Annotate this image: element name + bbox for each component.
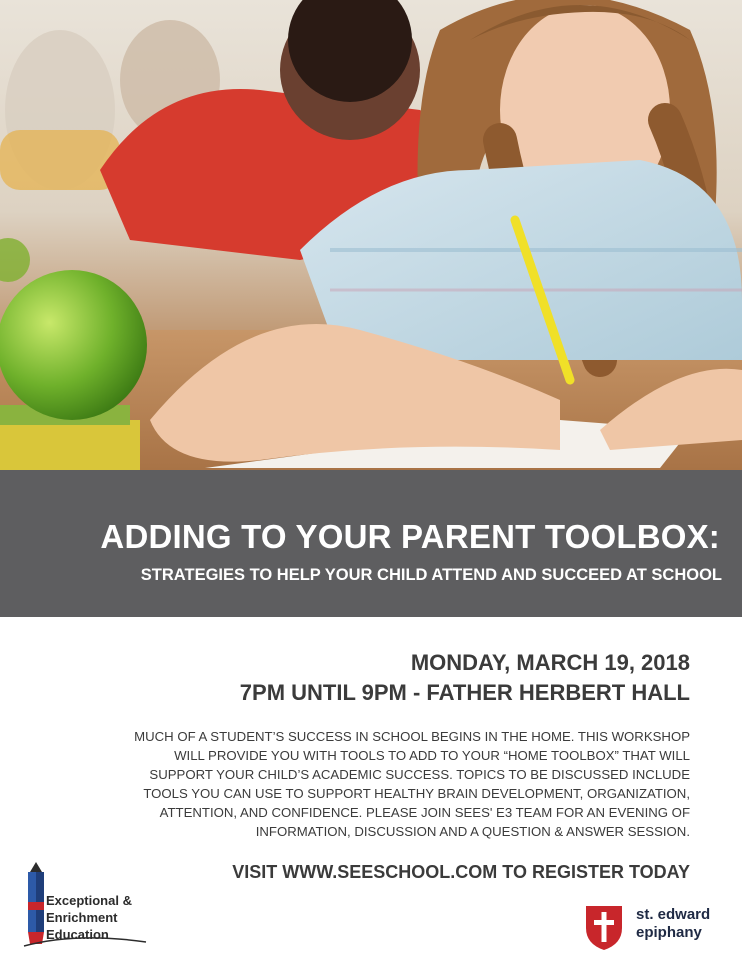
event-subtitle: STRATEGIES TO HELP YOUR CHILD ATTEND AND SUCCEED AT SCHOOL — [140, 566, 722, 584]
title-banner — [0, 470, 742, 617]
description-line: SUPPORT YOUR CHILD’S ACADEMIC SUCCESS. TOPICS TO BE DISCUSSED INCLUDE — [149, 767, 690, 782]
parish-logo-line: st. edward — [636, 906, 711, 923]
hero-photo — [0, 0, 742, 470]
parish-logo-text — [636, 906, 710, 942]
description-line: ATTENTION, AND CONFIDENCE. PLEASE JOIN SEES' E3 TEAM FOR AN EVENING OF — [159, 805, 690, 820]
description-line: INFORMATION, DISCUSSION AND A QUESTION & ANSWER SESSION. — [255, 824, 690, 839]
e3-logo-text — [46, 892, 132, 943]
event-time-location: 7PM UNTIL 9PM - FATHER HERBERT HALL — [239, 680, 690, 705]
e3-logo-line: Enrichment — [46, 910, 118, 925]
description-line: TOOLS YOU CAN USE TO SUPPORT HEALTHY BRAIN DEVELOPMENT, ORGANIZATION, — [143, 786, 690, 801]
e3-logo-line: Education — [46, 927, 109, 942]
description-line: WILL PROVIDE YOU WITH TOOLS TO ADD TO YOUR “HOME TOOLBOX” THAT WILL — [174, 748, 690, 763]
parish-logo-line: epiphany — [636, 924, 702, 941]
event-description — [40, 727, 690, 841]
registration-cta: VISIT WWW.SEESCHOOL.COM TO REGISTER TODAY — [232, 862, 690, 882]
classroom-photo-illustration — [0, 0, 742, 470]
description-line: MUCH OF A STUDENT’S SUCCESS IN SCHOOL BEGINS IN THE HOME. THIS WORKSHOP — [134, 729, 690, 744]
e3-logo-line: Exceptional & — [46, 893, 132, 908]
event-title: ADDING TO YOUR PARENT TOOLBOX: — [100, 518, 720, 555]
event-date: MONDAY, MARCH 19, 2018 — [410, 650, 690, 675]
